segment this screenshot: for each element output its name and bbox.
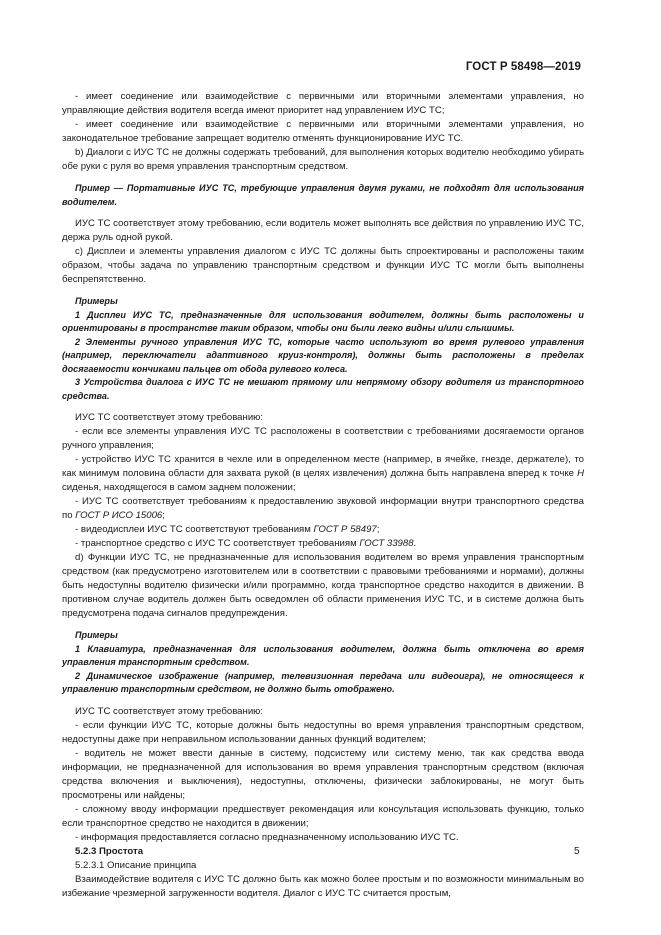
paragraph: - транспортное средство с ИУС ТС соответствует требованиям ГОСТ 33988. [75,538,417,549]
document-body [62,90,584,901]
example-item: 2 Динамическое изображение (например, телевизионная передача или видеоигра), не относящееся к управлению транспортным средством, не должно быть отображено. [62,670,584,694]
paragraph: ИУС ТС соответствует этому требованию: [75,412,264,423]
paragraph: b) Диалоги с ИУС ТС не должны содержать требований, для выполнения которых водителю необходимо убирать обе руки с руля во время управления транспортным средством. [62,147,584,172]
paragraph: - если все элементы управления ИУС ТС расположены в соответствии с требованиями досягаемости органов ручного управления; [62,426,584,451]
standard-reference: ГОСТ Р ИСО 15006 [75,510,163,521]
paragraph: - видеодисплеи ИУС ТС соответствуют требованиям ГОСТ Р 58497; [75,524,380,535]
paragraph: ИУС ТС соответствует этому требованию, если водитель может выполнять все действия по управлению ИУС ТС, держа руль одной рукой. [62,218,584,243]
document-id-header: ГОСТ Р 58498—2019 [465,61,581,73]
paragraph: - информация предоставляется согласно предназначенному использованию ИУС ТС. [75,831,459,843]
paragraph: - если функции ИУС ТС, которые должны быть недоступны во время управления транспортным средством, недоступны даже при неправильном использовании данных функций водителем; [62,719,584,745]
examples-title: Примеры [75,296,118,306]
paragraph: - устройство ИУС ТС хранится в чехле или в определенном месте (например, в ячейке, гнезде, держателе), то как минимум половина области для захвата рукой (в целях извлечения) должна быть направлена вперед к точке H сиденья, находящегося в самом заднем положении; [62,454,584,493]
paragraph: d) Функции ИУС ТС, не предназначенные для использования водителем во время управления транспортным средством (как предусмотрено изготовителем или в соответствии с правовыми требованиями и нормами), должны быть недоступны водителю физически и/или программно, когда транспортное средство находится в движении. В противном случае водитель должен быть осведомлен об области применения ИУС ТС, и в системе должна быть предусмотрена подача сигналов предупреждения. [62,552,584,619]
standard-reference: ГОСТ Р 58497 [313,524,377,535]
page-number: 5 [574,846,580,857]
paragraph: - сложному вводу информации предшествует рекомендация или консультация использовать функцию, только если транспортное средство не находится в движении; [62,803,584,829]
example-item: 3 Устройства диалога с ИУС ТС не мешают прямому или непрямому обзору водителя из транспортного средства. [62,377,584,401]
section-heading: 5.2.3 Простота [75,845,144,857]
paragraph: c) Дисплеи и элементы управления диалогом с ИУС ТС должны быть спроектированы и расположены таким образом, чтобы задача по управлению транспортным средством и функции ИУС ТС могли быть выполнены беспрепятственно. [62,246,584,285]
standard-reference: ГОСТ 33988 [359,538,414,549]
paragraph: - имеет соединение или взаимодействие с первичными или вторичными элементами управления, но законодательное требование запрещает водителю отменять функционирование ИУС ТС. [62,119,584,144]
paragraph: - имеет соединение или взаимодействие с первичными или вторичными элементами управления, но управляющие действия водителя всегда имеют приоритет над управлением ИУС ТС; [62,91,584,116]
paragraph: - ИУС ТС соответствует требованиям к предоставлению звуковой информации внутри транспортного средства по ГОСТ Р ИСО 15006; [62,496,584,521]
paragraph: Взаимодействие водителя с ИУС ТС должно быть как можно более простым и по возможности минимальным во избежание чрезмерной загруженности водителя. Диалог с ИУС ТС считается простым, [62,873,584,899]
example-item: 2 Элементы ручного управления ИУС ТС, которые часто используют во время рулевого управления (например, переключатели адаптивного круиз-контроля), должны быть расположены в пределах досягаемости кончиками пальцев от обода рулевого колеса. [62,336,584,374]
example-note: Пример — Портативные ИУС ТС, требующие управления двумя руками, не подходят для использования водителем. [62,183,584,207]
paragraph: - водитель не может ввести данные в систему, подсистему или систему меню, так как средства ввода информации, не предназначенной для использования во время управления транспортным средством (включая средства включения и выключения), недоступны, отключены, физически заблокированы, не могут быть просмотрены или найдены; [62,747,584,801]
example-item: 1 Клавиатура, предназначенная для использования водителем, должна быть отключена во время управления транспортным средством. [62,643,584,667]
subsection-heading: 5.2.3.1 Описание принципа [75,859,197,871]
examples-title: Примеры [75,630,118,640]
point-h: H [577,468,584,479]
example-item: 1 Дисплеи ИУС ТС, предназначенные для использования водителем, должны быть расположены и ориентированы в пространстве таким образом, чтобы они были легко видны и/или слышимы. [62,309,584,333]
paragraph: ИУС ТС соответствует этому требованию: [75,705,264,717]
